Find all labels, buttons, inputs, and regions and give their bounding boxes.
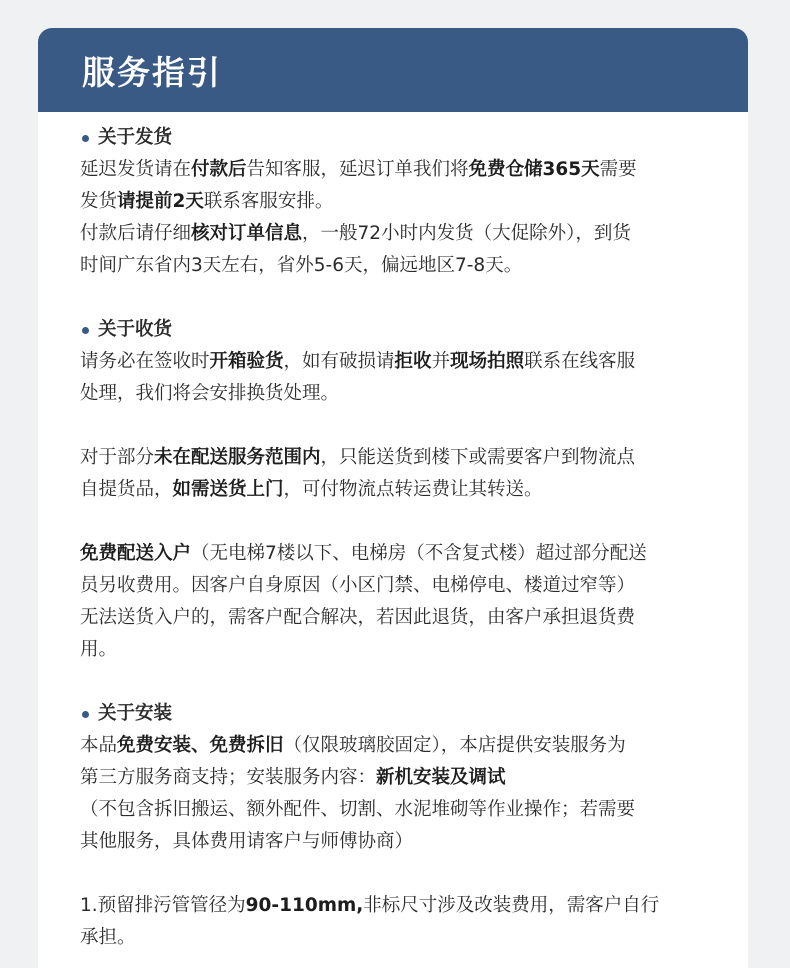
bullet-icon (82, 135, 89, 142)
bullet-icon (82, 327, 89, 334)
installation-line-2: 第三方服务商支持；安装服务内容：新机安装及调试 (80, 767, 506, 788)
drain-line-2: 承担。 (80, 927, 136, 948)
drain-line-1: 1.预留排污管管径为90-110mm,非标尺寸涉及改装费用，需客户自行 (80, 895, 660, 916)
installation-line-4: 其他服务，具体费用请客户与师傅协商） (80, 831, 414, 852)
free-delivery-line-3: 无法送货入户的，需客户配合解决，若因此退货，由客户承担退货费 (80, 607, 636, 628)
card-header (38, 28, 748, 112)
shipping-line-4: 时间广东省内3天左右，省外5-6天，偏远地区7-8天。 (80, 255, 523, 276)
guide-content (38, 112, 748, 954)
delivery-range-line-2: 自提货品，如需送货上门，可付物流点转运费让其转送。 (80, 479, 543, 500)
service-guide-card (38, 28, 748, 968)
shipping-line-1: 延迟发货请在付款后告知客服，延迟订单我们将免费仓储365天需要 (80, 159, 637, 180)
section-heading-installation: 关于安装 (80, 698, 748, 730)
installation-line-3: （不包含拆旧搬运、额外配件、切割、水泥堆砌等作业操作；若需要 (80, 799, 636, 820)
section-heading-shipping: 关于发货 (80, 122, 748, 154)
free-delivery-line-2: 员另收费用。因客户自身原因（小区门禁、电梯停电、楼道过窄等） (80, 575, 636, 596)
shipping-line-2: 发货请提前2天联系客服安排。 (80, 191, 334, 212)
free-delivery-line-4: 用。 (80, 639, 118, 660)
free-delivery-line-1: 免费配送入户（无电梯7楼以下、电梯房（不含复式楼）超过部分配送 (80, 543, 647, 564)
shipping-line-3: 付款后请仔细核对订单信息，一般72小时内发货（大促除外），到货 (80, 223, 631, 244)
receiving-line-2: 处理，我们将会安排换货处理。 (80, 383, 340, 404)
section-heading-receiving: 关于收货 (80, 314, 748, 346)
installation-line-1: 本品免费安装、免费拆旧（仅限玻璃胶固定），本店提供安装服务为 (80, 735, 626, 756)
bullet-icon (82, 711, 89, 718)
page-title: 服务指引 (82, 52, 222, 92)
delivery-range-line-1: 对于部分未在配送服务范围内，只能送货到楼下或需要客户到物流点 (80, 447, 636, 468)
receiving-line-1: 请务必在签收时开箱验货，如有破损请拒收并现场拍照联系在线客服 (80, 351, 636, 372)
